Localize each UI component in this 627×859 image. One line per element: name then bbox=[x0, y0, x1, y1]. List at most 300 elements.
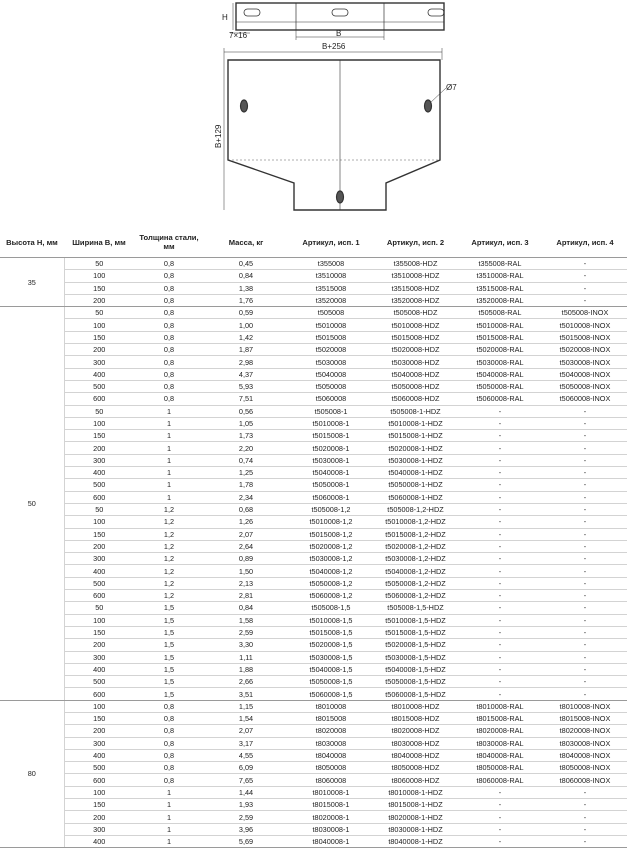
cell-thickness: 0,8 bbox=[134, 749, 204, 761]
table-row bbox=[0, 835, 627, 847]
cell-mass: 3,96 bbox=[204, 823, 288, 835]
table-row bbox=[0, 663, 627, 675]
cell-mass: 4,37 bbox=[204, 368, 288, 380]
header-thickness: Толщина стали, мм bbox=[134, 229, 204, 258]
cell-article-3: t3510008-RAL bbox=[457, 270, 543, 282]
cell-article-2: t8030008-HDZ bbox=[374, 737, 457, 749]
cell-article-1: t3515008 bbox=[288, 282, 374, 294]
cell-article-1: t5050008-1,5 bbox=[288, 676, 374, 688]
table-row bbox=[0, 307, 627, 319]
cell-article-3: t5015008-RAL bbox=[457, 331, 543, 343]
cell-article-1: t505008-1 bbox=[288, 405, 374, 417]
cell-article-3: t8030008-RAL bbox=[457, 737, 543, 749]
cell-article-3: - bbox=[457, 676, 543, 688]
cell-thickness: 1,2 bbox=[134, 540, 204, 552]
cell-article-3: - bbox=[457, 442, 543, 454]
cell-width: 200 bbox=[64, 811, 134, 823]
cell-mass: 5,69 bbox=[204, 835, 288, 847]
cell-mass: 0,45 bbox=[204, 258, 288, 270]
cell-article-1: t8015008 bbox=[288, 712, 374, 724]
cell-mass: 1,78 bbox=[204, 479, 288, 491]
cell-article-3: - bbox=[457, 405, 543, 417]
cell-thickness: 1,5 bbox=[134, 688, 204, 700]
cell-article-2: t5050008-1-HDZ bbox=[374, 479, 457, 491]
cell-thickness: 1 bbox=[134, 467, 204, 479]
cell-article-3: - bbox=[457, 565, 543, 577]
table-row bbox=[0, 639, 627, 651]
cell-article-2: t5050008-1,2-HDZ bbox=[374, 577, 457, 589]
cell-width: 500 bbox=[64, 380, 134, 392]
cell-thickness: 1 bbox=[134, 454, 204, 466]
cell-article-1: t5015008-1 bbox=[288, 430, 374, 442]
table-row bbox=[0, 405, 627, 417]
table-row bbox=[0, 282, 627, 294]
cell-article-2: t8010008-1-HDZ bbox=[374, 786, 457, 798]
cell-article-1: t8060008 bbox=[288, 774, 374, 786]
cell-article-3: - bbox=[457, 663, 543, 675]
cell-article-4: t8040008-INOX bbox=[543, 749, 627, 761]
table-row bbox=[0, 737, 627, 749]
hole-leader bbox=[430, 88, 446, 103]
cell-article-3: t5010008-RAL bbox=[457, 319, 543, 331]
cell-article-1: t8040008 bbox=[288, 749, 374, 761]
cell-article-4: t5040008-INOX bbox=[543, 368, 627, 380]
cell-mass: 0,74 bbox=[204, 454, 288, 466]
table-row bbox=[0, 442, 627, 454]
cell-article-4: - bbox=[543, 614, 627, 626]
cell-article-2: t5020008-1-HDZ bbox=[374, 442, 457, 454]
cell-article-1: t5040008-1,5 bbox=[288, 663, 374, 675]
cell-article-4: t5030008-INOX bbox=[543, 356, 627, 368]
cell-article-4: - bbox=[543, 565, 627, 577]
cell-thickness: 1,2 bbox=[134, 503, 204, 515]
hole-bottom bbox=[337, 191, 344, 203]
cell-article-4: - bbox=[543, 528, 627, 540]
cell-article-1: t5040008-1,2 bbox=[288, 565, 374, 577]
cell-article-3: - bbox=[457, 491, 543, 503]
cell-article-2: t5010008-1,2-HDZ bbox=[374, 516, 457, 528]
cell-thickness: 0,8 bbox=[134, 737, 204, 749]
cell-width: 50 bbox=[64, 503, 134, 515]
cell-mass: 7,65 bbox=[204, 774, 288, 786]
cell-article-4: - bbox=[543, 516, 627, 528]
cell-article-3: t3515008-RAL bbox=[457, 282, 543, 294]
cell-article-2: t5020008-HDZ bbox=[374, 344, 457, 356]
cell-mass: 4,55 bbox=[204, 749, 288, 761]
cell-width: 150 bbox=[64, 430, 134, 442]
table-row bbox=[0, 688, 627, 700]
cell-article-4: - bbox=[543, 282, 627, 294]
cell-mass: 1,11 bbox=[204, 651, 288, 663]
cell-thickness: 0,8 bbox=[134, 356, 204, 368]
cell-mass: 1,93 bbox=[204, 799, 288, 811]
cell-thickness: 0,8 bbox=[134, 258, 204, 270]
cell-thickness: 0,8 bbox=[134, 294, 204, 306]
cell-article-1: t8050008 bbox=[288, 762, 374, 774]
table-row bbox=[0, 503, 627, 515]
cell-thickness: 1 bbox=[134, 835, 204, 847]
cell-mass: 1,54 bbox=[204, 712, 288, 724]
table-row bbox=[0, 344, 627, 356]
cell-width: 200 bbox=[64, 294, 134, 306]
cell-mass: 3,30 bbox=[204, 639, 288, 651]
cell-mass: 2,81 bbox=[204, 590, 288, 602]
cell-height: 80 bbox=[0, 700, 64, 848]
cell-article-2: t5040008-1,5-HDZ bbox=[374, 663, 457, 675]
cell-article-1: t355008 bbox=[288, 258, 374, 270]
cell-article-1: t5020008 bbox=[288, 344, 374, 356]
cell-width: 200 bbox=[64, 639, 134, 651]
dim-side-label: B+129 bbox=[214, 124, 223, 148]
dim-slot-label: 7×16 bbox=[229, 31, 248, 40]
cell-thickness: 1,2 bbox=[134, 577, 204, 589]
cell-article-3: t5020008-RAL bbox=[457, 344, 543, 356]
cell-article-1: t5060008-1,2 bbox=[288, 590, 374, 602]
cell-article-3: t5050008-RAL bbox=[457, 380, 543, 392]
cell-article-2: t5060008-1,2-HDZ bbox=[374, 590, 457, 602]
cell-article-2: t5040008-HDZ bbox=[374, 368, 457, 380]
cell-thickness: 0,8 bbox=[134, 331, 204, 343]
cell-article-2: t8030008-1-HDZ bbox=[374, 823, 457, 835]
cell-width: 300 bbox=[64, 823, 134, 835]
cell-thickness: 1 bbox=[134, 786, 204, 798]
cell-article-2: t505008-1-HDZ bbox=[374, 405, 457, 417]
table-row bbox=[0, 749, 627, 761]
cell-article-4: t5010008-INOX bbox=[543, 319, 627, 331]
cell-mass: 1,87 bbox=[204, 344, 288, 356]
cell-thickness: 1,5 bbox=[134, 663, 204, 675]
table-row bbox=[0, 380, 627, 392]
cell-article-2: t8010008-HDZ bbox=[374, 700, 457, 712]
cell-article-3: t5030008-RAL bbox=[457, 356, 543, 368]
cell-mass: 1,50 bbox=[204, 565, 288, 577]
cell-width: 600 bbox=[64, 688, 134, 700]
cell-article-1: t8030008 bbox=[288, 737, 374, 749]
cell-article-1: t505008 bbox=[288, 307, 374, 319]
cell-thickness: 1 bbox=[134, 417, 204, 429]
dim-hole-label: Ø7 bbox=[446, 83, 457, 92]
dim-top-label: B+256 bbox=[322, 42, 346, 51]
cell-article-2: t5060008-HDZ bbox=[374, 393, 457, 405]
cell-article-3: - bbox=[457, 626, 543, 638]
cell-article-3: - bbox=[457, 528, 543, 540]
cell-article-4: - bbox=[543, 258, 627, 270]
cell-article-1: t5060008-1,5 bbox=[288, 688, 374, 700]
table-row bbox=[0, 725, 627, 737]
cell-mass: 0,84 bbox=[204, 270, 288, 282]
cell-width: 100 bbox=[64, 319, 134, 331]
cell-article-1: t505008-1,2 bbox=[288, 503, 374, 515]
cell-width: 400 bbox=[64, 368, 134, 380]
cell-width: 500 bbox=[64, 479, 134, 491]
cell-article-3: - bbox=[457, 602, 543, 614]
table-row bbox=[0, 774, 627, 786]
cell-thickness: 1 bbox=[134, 479, 204, 491]
cell-thickness: 1 bbox=[134, 823, 204, 835]
spec-table-body bbox=[0, 258, 627, 848]
table-row bbox=[0, 590, 627, 602]
cell-article-4: t8010008-INOX bbox=[543, 700, 627, 712]
cell-article-4: - bbox=[543, 503, 627, 515]
cell-thickness: 1,2 bbox=[134, 516, 204, 528]
cell-article-1: t5030008 bbox=[288, 356, 374, 368]
cell-article-1: t8015008-1 bbox=[288, 799, 374, 811]
cell-article-3: - bbox=[457, 651, 543, 663]
cell-article-4: - bbox=[543, 823, 627, 835]
cell-article-4: - bbox=[543, 590, 627, 602]
table-row bbox=[0, 528, 627, 540]
cell-article-1: t5050008-1 bbox=[288, 479, 374, 491]
cell-article-4: t5020008-INOX bbox=[543, 344, 627, 356]
table-row bbox=[0, 454, 627, 466]
cell-article-3: - bbox=[457, 590, 543, 602]
table-row bbox=[0, 368, 627, 380]
cell-width: 500 bbox=[64, 577, 134, 589]
tee-drawing-svg bbox=[0, 0, 627, 225]
cell-article-1: t5010008-1,2 bbox=[288, 516, 374, 528]
cell-article-1: t5030008-1 bbox=[288, 454, 374, 466]
cell-thickness: 1,5 bbox=[134, 614, 204, 626]
cell-mass: 1,15 bbox=[204, 700, 288, 712]
header-article-2: Артикул, исп. 2 bbox=[374, 229, 457, 258]
cell-article-1: t8010008-1 bbox=[288, 786, 374, 798]
table-row bbox=[0, 516, 627, 528]
table-row bbox=[0, 319, 627, 331]
table-row bbox=[0, 467, 627, 479]
table-row bbox=[0, 614, 627, 626]
cell-article-1: t5020008-1,2 bbox=[288, 540, 374, 552]
cell-height: 50 bbox=[0, 307, 64, 701]
cell-article-1: t5010008-1,5 bbox=[288, 614, 374, 626]
cell-width: 100 bbox=[64, 270, 134, 282]
dim-b-label: B bbox=[336, 29, 342, 38]
cell-mass: 2,66 bbox=[204, 676, 288, 688]
cell-width: 300 bbox=[64, 737, 134, 749]
cell-article-1: t5060008-1 bbox=[288, 491, 374, 503]
table-row bbox=[0, 700, 627, 712]
cell-thickness: 1,5 bbox=[134, 602, 204, 614]
cell-mass: 2,98 bbox=[204, 356, 288, 368]
cell-article-4: - bbox=[543, 639, 627, 651]
cell-article-2: t505008-HDZ bbox=[374, 307, 457, 319]
cell-article-2: t5050008-HDZ bbox=[374, 380, 457, 392]
cell-thickness: 0,8 bbox=[134, 393, 204, 405]
cell-article-4: - bbox=[543, 688, 627, 700]
header-mass: Масса, кг bbox=[204, 229, 288, 258]
cell-thickness: 1,5 bbox=[134, 639, 204, 651]
cell-width: 200 bbox=[64, 540, 134, 552]
cell-article-3: - bbox=[457, 786, 543, 798]
cell-article-4: - bbox=[543, 663, 627, 675]
cell-article-4: - bbox=[543, 294, 627, 306]
cell-thickness: 0,8 bbox=[134, 368, 204, 380]
cell-width: 100 bbox=[64, 516, 134, 528]
plan-view bbox=[224, 60, 446, 210]
cell-mass: 7,51 bbox=[204, 393, 288, 405]
cell-article-3: - bbox=[457, 688, 543, 700]
cell-article-3: - bbox=[457, 540, 543, 552]
cell-thickness: 1 bbox=[134, 491, 204, 503]
cell-width: 300 bbox=[64, 651, 134, 663]
dim-h-label: H bbox=[222, 13, 228, 22]
table-row bbox=[0, 565, 627, 577]
spec-table-head bbox=[0, 229, 627, 258]
cell-article-3: - bbox=[457, 799, 543, 811]
cell-article-3: - bbox=[457, 553, 543, 565]
table-row bbox=[0, 786, 627, 798]
cell-thickness: 0,8 bbox=[134, 774, 204, 786]
cell-article-3: t8050008-RAL bbox=[457, 762, 543, 774]
table-row bbox=[0, 393, 627, 405]
cell-thickness: 0,8 bbox=[134, 344, 204, 356]
table-row bbox=[0, 762, 627, 774]
cell-thickness: 0,8 bbox=[134, 307, 204, 319]
cell-article-4: - bbox=[543, 553, 627, 565]
cell-article-1: t8020008 bbox=[288, 725, 374, 737]
cell-article-4: - bbox=[543, 835, 627, 847]
cell-thickness: 1,2 bbox=[134, 553, 204, 565]
cell-article-4: - bbox=[543, 811, 627, 823]
cell-article-1: t8030008-1 bbox=[288, 823, 374, 835]
cell-mass: 0,84 bbox=[204, 602, 288, 614]
cell-article-2: t505008-1,5-HDZ bbox=[374, 602, 457, 614]
cell-height: 35 bbox=[0, 258, 64, 307]
table-row bbox=[0, 356, 627, 368]
cell-article-3: t5060008-RAL bbox=[457, 393, 543, 405]
cell-article-1: t5030008-1,5 bbox=[288, 651, 374, 663]
cell-thickness: 1 bbox=[134, 405, 204, 417]
slot-right bbox=[428, 9, 444, 16]
cell-article-3: - bbox=[457, 479, 543, 491]
cell-article-3: - bbox=[457, 516, 543, 528]
cell-article-3: - bbox=[457, 454, 543, 466]
cell-article-4: - bbox=[543, 417, 627, 429]
cell-width: 150 bbox=[64, 712, 134, 724]
cell-width: 400 bbox=[64, 749, 134, 761]
cell-thickness: 1 bbox=[134, 430, 204, 442]
cell-mass: 3,51 bbox=[204, 688, 288, 700]
cell-article-2: t8040008-1-HDZ bbox=[374, 835, 457, 847]
cell-thickness: 1,5 bbox=[134, 626, 204, 638]
cell-article-4: - bbox=[543, 786, 627, 798]
cell-mass: 1,44 bbox=[204, 786, 288, 798]
cell-width: 100 bbox=[64, 614, 134, 626]
cell-article-1: t5060008 bbox=[288, 393, 374, 405]
cell-article-4: - bbox=[543, 405, 627, 417]
cell-mass: 1,58 bbox=[204, 614, 288, 626]
cell-thickness: 0,8 bbox=[134, 282, 204, 294]
cell-article-1: t5015008-1,2 bbox=[288, 528, 374, 540]
cell-article-3: t8060008-RAL bbox=[457, 774, 543, 786]
cell-article-4: - bbox=[543, 676, 627, 688]
slot-center bbox=[332, 9, 348, 16]
header-width: Ширина B, мм bbox=[64, 229, 134, 258]
cell-article-2: t5040008-1,2-HDZ bbox=[374, 565, 457, 577]
slot-left bbox=[244, 9, 260, 16]
cell-article-4: t8020008-INOX bbox=[543, 725, 627, 737]
technical-drawing bbox=[0, 0, 627, 225]
cell-article-2: t5020008-1,5-HDZ bbox=[374, 639, 457, 651]
cell-article-1: t5015008 bbox=[288, 331, 374, 343]
cell-mass: 0,89 bbox=[204, 553, 288, 565]
cell-article-1: t5040008-1 bbox=[288, 467, 374, 479]
cell-article-3: t8020008-RAL bbox=[457, 725, 543, 737]
cell-article-3: - bbox=[457, 823, 543, 835]
cell-article-3: - bbox=[457, 614, 543, 626]
cell-article-2: t5030008-1-HDZ bbox=[374, 454, 457, 466]
cell-article-2: t5060008-1,5-HDZ bbox=[374, 688, 457, 700]
cell-width: 200 bbox=[64, 725, 134, 737]
cell-mass: 2,59 bbox=[204, 626, 288, 638]
cell-article-2: t5015008-1-HDZ bbox=[374, 430, 457, 442]
cell-article-4: t8060008-INOX bbox=[543, 774, 627, 786]
cell-article-1: t5015008-1,5 bbox=[288, 626, 374, 638]
table-row bbox=[0, 712, 627, 724]
cell-width: 600 bbox=[64, 491, 134, 503]
cell-thickness: 0,8 bbox=[134, 712, 204, 724]
cell-thickness: 1,2 bbox=[134, 590, 204, 602]
cell-thickness: 1,5 bbox=[134, 651, 204, 663]
cell-article-4: - bbox=[543, 577, 627, 589]
cell-thickness: 1,2 bbox=[134, 565, 204, 577]
cell-width: 400 bbox=[64, 663, 134, 675]
cell-mass: 1,25 bbox=[204, 467, 288, 479]
spec-table bbox=[0, 229, 627, 848]
cell-article-2: t5060008-1-HDZ bbox=[374, 491, 457, 503]
cell-article-3: t3520008-RAL bbox=[457, 294, 543, 306]
cell-width: 400 bbox=[64, 565, 134, 577]
table-row bbox=[0, 553, 627, 565]
cell-width: 150 bbox=[64, 528, 134, 540]
cell-width: 150 bbox=[64, 799, 134, 811]
cell-mass: 1,05 bbox=[204, 417, 288, 429]
cell-mass: 3,17 bbox=[204, 737, 288, 749]
table-row bbox=[0, 602, 627, 614]
cell-thickness: 1,2 bbox=[134, 528, 204, 540]
cell-article-4: t5015008-INOX bbox=[543, 331, 627, 343]
cell-article-1: t3520008 bbox=[288, 294, 374, 306]
hole-right bbox=[425, 100, 432, 112]
cell-article-4: t5060008-INOX bbox=[543, 393, 627, 405]
table-row bbox=[0, 626, 627, 638]
cell-article-4: t8015008-INOX bbox=[543, 712, 627, 724]
cell-article-3: - bbox=[457, 503, 543, 515]
cell-width: 500 bbox=[64, 762, 134, 774]
cell-article-4: - bbox=[543, 540, 627, 552]
cell-thickness: 1 bbox=[134, 811, 204, 823]
cell-mass: 2,59 bbox=[204, 811, 288, 823]
cell-width: 400 bbox=[64, 835, 134, 847]
cell-article-4: - bbox=[543, 270, 627, 282]
table-row bbox=[0, 540, 627, 552]
cell-article-1: t505008-1,5 bbox=[288, 602, 374, 614]
table-row bbox=[0, 417, 627, 429]
table-row bbox=[0, 799, 627, 811]
hole-left bbox=[241, 100, 248, 112]
cell-article-3: t8010008-RAL bbox=[457, 700, 543, 712]
cell-width: 50 bbox=[64, 307, 134, 319]
cell-article-3: - bbox=[457, 639, 543, 651]
cell-article-2: t5010008-HDZ bbox=[374, 319, 457, 331]
cell-article-4: t8050008-INOX bbox=[543, 762, 627, 774]
cell-article-1: t5010008-1 bbox=[288, 417, 374, 429]
cell-article-3: - bbox=[457, 467, 543, 479]
cell-width: 150 bbox=[64, 282, 134, 294]
cell-article-3: - bbox=[457, 835, 543, 847]
cell-thickness: 0,8 bbox=[134, 270, 204, 282]
cell-mass: 0,56 bbox=[204, 405, 288, 417]
cell-mass: 2,07 bbox=[204, 725, 288, 737]
